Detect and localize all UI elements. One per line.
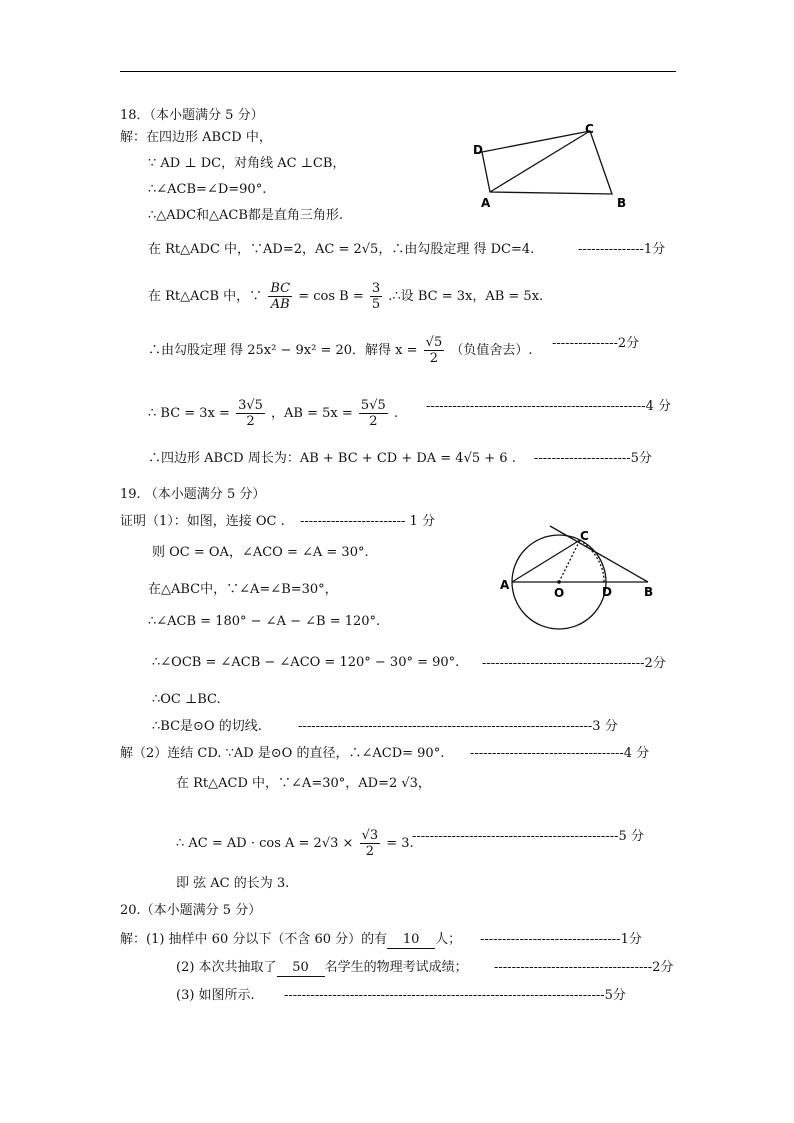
q18-line-5: 在 Rt△ADC 中，∵AD=2，AC = 2√5，∴由勾股定理 得 DC=4. bbox=[148, 242, 535, 257]
q19-score-1: ------------------------ 1 分 bbox=[300, 514, 435, 529]
q19-line-8: 解（2）连结 CD. ∵AD 是⊙O 的直径，∴∠ACD= 90°. bbox=[120, 746, 445, 761]
q19-line-7: ∴BC是⊙O 的切线. bbox=[152, 719, 262, 734]
label-d: D bbox=[602, 585, 612, 599]
q18-line-8: ∴ BC = 3x = $\frac{3√5}{2}$ ，AB = 5x = $\frac{5√5}{2}$ . bbox=[148, 398, 399, 429]
q19-title: 19. （本小题满分 5 分） bbox=[120, 487, 266, 502]
q19-line-2: 则 OC = OA，∠ACO = ∠A = 30°. bbox=[152, 545, 369, 560]
q20-score-3: -------------------------------------------------------------------------5分 bbox=[284, 988, 626, 1003]
q19-score-3: -------------------------------------------------------------------3 分 bbox=[298, 719, 618, 734]
q18-line-1: 解：在四边形 ABCD 中， bbox=[120, 130, 272, 145]
q20-score-2: ------------------------------------2分 bbox=[494, 960, 674, 975]
fraction-3-5: $\frac{3}{5}$ bbox=[371, 281, 381, 312]
q20-line-2: (2) 本次共抽取了 50 名学生的物理考试成绩； bbox=[176, 960, 468, 975]
q19-line-10: ∴ AC = AD · cos A = 2√3 × $\frac{√3}{2}$ = 3. bbox=[176, 828, 414, 859]
answer-blank-1: 10 bbox=[387, 932, 435, 949]
label-a: A bbox=[500, 578, 510, 592]
label-o: O bbox=[554, 586, 565, 600]
q19-line-4: ∴∠ACB = 180° − ∠A − ∠B = 120°. bbox=[148, 614, 381, 629]
q20-line-3: (3) 如图所示. bbox=[176, 988, 255, 1003]
circle-tangent-figure bbox=[494, 520, 664, 632]
q19-line-11: 即 弦 AC 的长为 3. bbox=[176, 876, 290, 891]
q20-line-1: 解：(1) 抽样中 60 分以下（不含 60 分）的有 10 人； bbox=[120, 932, 462, 947]
q18-line-6: 在 Rt△ACB 中，∵ $\frac{BC}{AB}$ = cos B = $\frac{3}{5}$ .∴设 BC = 3x，AB = 5x. bbox=[148, 281, 544, 312]
q19-line-5: ∴∠OCB = ∠ACB − ∠ACO = 120° − 30° = 90°. bbox=[152, 655, 460, 670]
q18-score-3: --------------------------------------------------4 分 bbox=[426, 399, 672, 414]
q19-score-4: -----------------------------------4 分 bbox=[470, 746, 650, 761]
q18-line-2: ∵ AD ⊥ DC，对角线 AC ⊥CB， bbox=[148, 156, 346, 171]
q19-score-2: -------------------------------------2分 bbox=[482, 656, 666, 671]
q19-score-5: -----------------------------------------------5 分 bbox=[412, 829, 644, 844]
q18-score-2: ---------------2分 bbox=[552, 336, 640, 351]
fraction-5sqrt5-2: $\frac{5√5}{2}$ bbox=[360, 398, 386, 429]
q19-line-6: ∴OC ⊥BC. bbox=[152, 692, 221, 707]
q18-line-7: ∴由勾股定理 得 25x² − 9x² = 20．解得 x = $\frac{√5}{2}$ （负值舍去）. bbox=[148, 335, 533, 366]
q19-line-9: 在 Rt△ACD 中，∵∠A=30°，AD=2 √3， bbox=[176, 776, 431, 791]
fraction-sqrt3-2: $\frac{√3}{2}$ bbox=[361, 828, 379, 859]
label-b: B bbox=[644, 585, 654, 599]
quadrilateral-figure bbox=[468, 118, 638, 214]
q18-score-1: ---------------1分 bbox=[578, 242, 666, 257]
label-d: D bbox=[473, 143, 483, 157]
q18-line-4: ∴△ADC和△ACB都是直角三角形. bbox=[148, 208, 344, 223]
fraction-sqrt5-2: $\frac{√5}{2}$ bbox=[425, 335, 443, 366]
q19-line-1: 证明（1）：如图，连接 OC . bbox=[120, 514, 285, 529]
q18-line-3: ∴∠ACB=∠D=90°. bbox=[148, 182, 267, 197]
q18-line-9: ∴四边形 ABCD 周长为：AB + BC + CD + DA = 4√5 + 6 . bbox=[148, 451, 516, 466]
header-rule bbox=[120, 71, 676, 72]
q19-line-3: 在△ABC中，∵∠A=∠B=30°， bbox=[148, 582, 338, 597]
answer-blank-2: 50 bbox=[277, 960, 325, 977]
label-c: C bbox=[585, 122, 594, 136]
q20-title: 20.（本小题满分 5 分） bbox=[120, 903, 262, 918]
fraction-3sqrt5-2: $\frac{3√5}{2}$ bbox=[238, 398, 263, 429]
label-a: A bbox=[481, 196, 491, 210]
fraction-bc-ab: $\frac{BC}{AB}$ bbox=[270, 281, 291, 312]
q18-score-4: ----------------------5分 bbox=[534, 451, 652, 466]
q20-score-1: --------------------------------1分 bbox=[480, 932, 642, 947]
q18-title: 18．（本小题满分 5 分） bbox=[120, 108, 264, 123]
label-c: C bbox=[580, 529, 589, 543]
label-b: B bbox=[617, 196, 627, 210]
